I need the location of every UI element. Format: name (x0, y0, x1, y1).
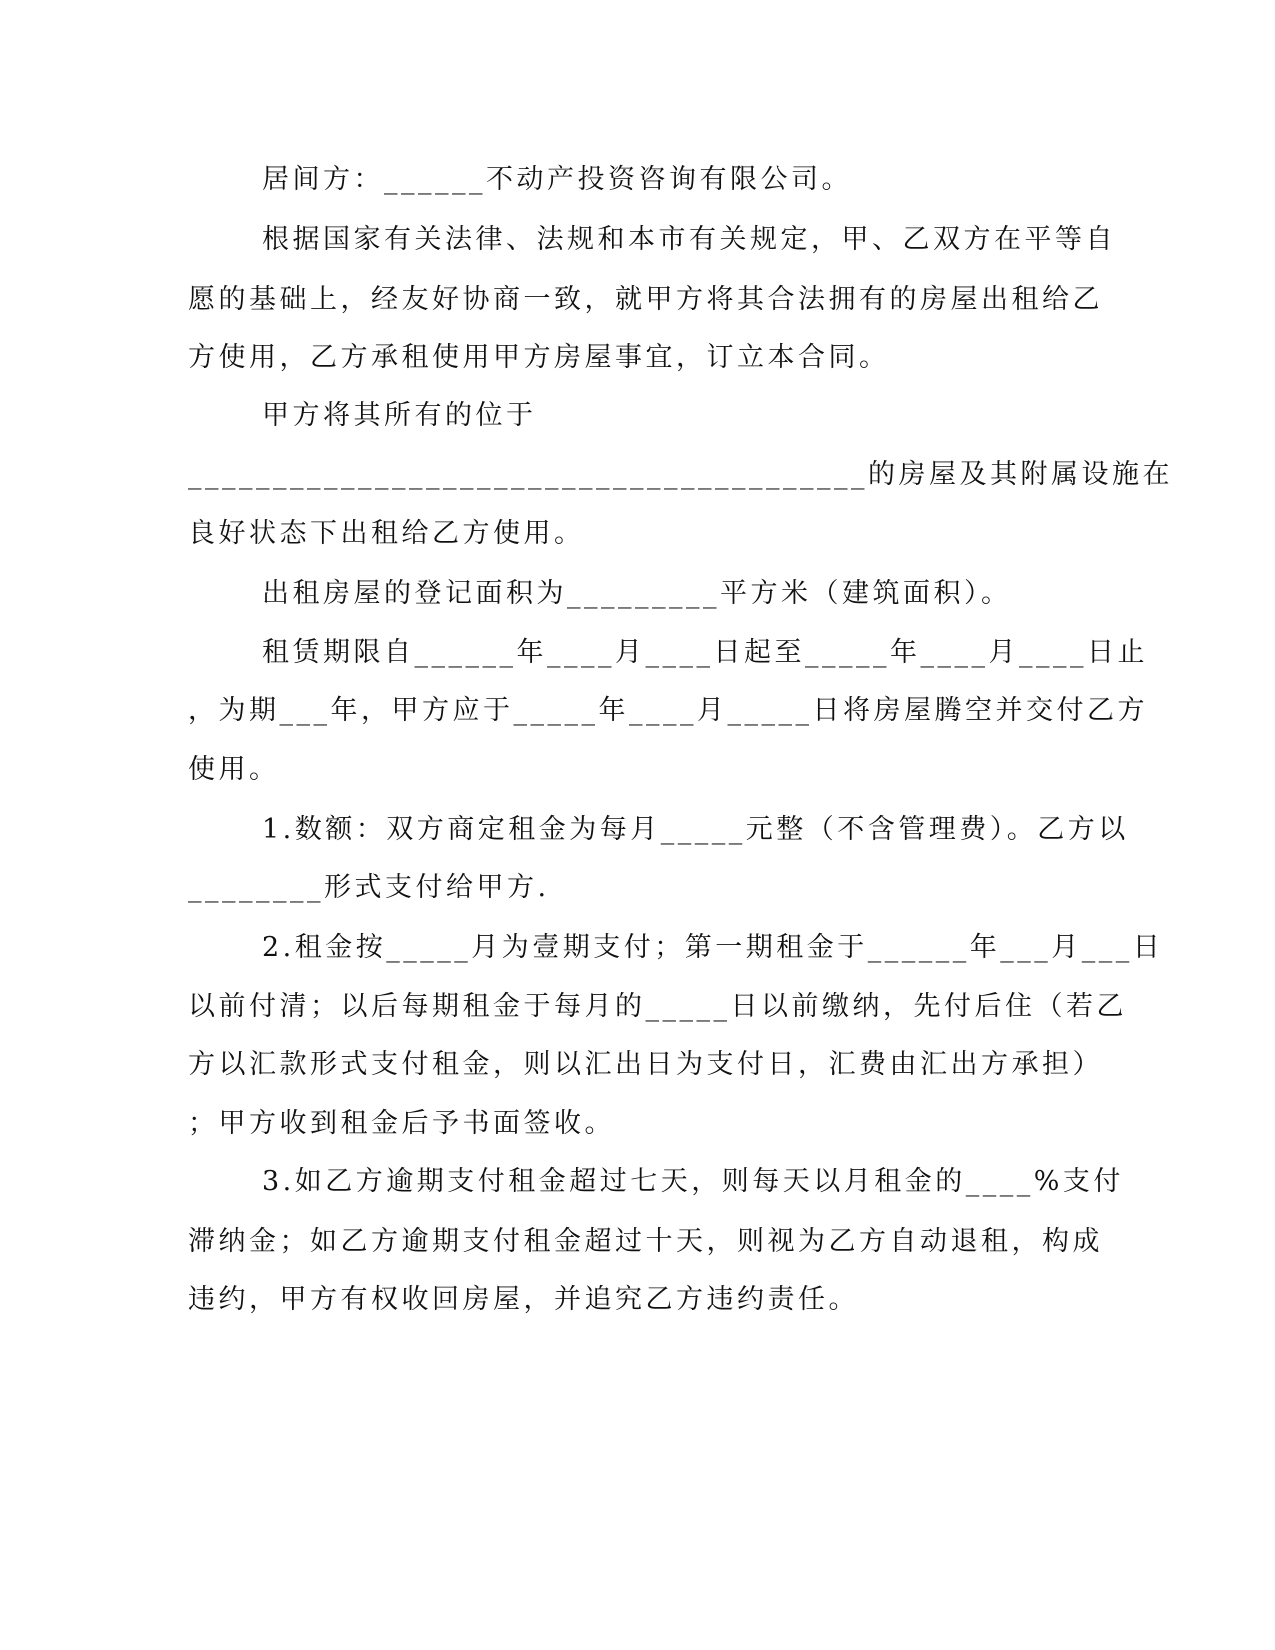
preamble-line-3: 方使用，乙方承租使用甲方房屋事宜，订立本合同。 (188, 342, 890, 373)
preamble-line-2: 愿的基础上，经友好协商一致，就甲方将其合法拥有的房屋出租给乙 (188, 284, 1103, 315)
clause-3-line-3: 违约，甲方有权收回房屋，并追究乙方违约责任。 (188, 1284, 859, 1315)
clause-3-line-1: 3.如乙方逾期支付租金超过七天，则每天以月租金的____%支付 (262, 1166, 1124, 1197)
term-line-1: 租赁期限自______年____月____日起至_____年____月____日止 (262, 637, 1148, 668)
property-line-3: 良好状态下出租给乙方使用。 (188, 518, 585, 549)
property-line-1: 甲方将其所有的位于 (262, 400, 537, 431)
clause-2-line-4: ；甲方收到租金后予书面签收。 (188, 1108, 615, 1139)
clause-3-line-2: 滞纳金；如乙方逾期支付租金超过十天，则视为乙方自动退租，构成 (188, 1226, 1103, 1257)
clause-2-line-1: 2.租金按_____月为壹期支付；第一期租金于______年___月___日 (262, 932, 1164, 963)
clause-1-line-2: ________形式支付给甲方. (188, 872, 550, 903)
clause-2-line-2: 以前付清；以后每期租金于每月的_____日以前缴纳，先付后住（若乙 (188, 991, 1127, 1022)
term-line-2: ，为期___年，甲方应于_____年____月_____日将房屋腾空并交付乙方 (188, 695, 1148, 726)
property-line-2: ________________________________________的房屋及其附属设施在 (188, 459, 1173, 490)
area-line: 出租房屋的登记面积为_________平方米（建筑面积）。 (262, 578, 1012, 609)
clause-1-line-1: 1.数额：双方商定租金为每月_____元整（不含管理费）。乙方以 (262, 814, 1129, 845)
term-line-3: 使用。 (188, 754, 280, 785)
intermediary-line: 居间方：______不动产投资咨询有限公司。 (262, 164, 852, 195)
clause-2-line-3: 方以汇款形式支付租金，则以汇出日为支付日，汇费由汇出方承担） (188, 1049, 1103, 1080)
preamble-line-1: 根据国家有关法律、法规和本市有关规定，甲、乙双方在平等自 (262, 224, 1116, 255)
